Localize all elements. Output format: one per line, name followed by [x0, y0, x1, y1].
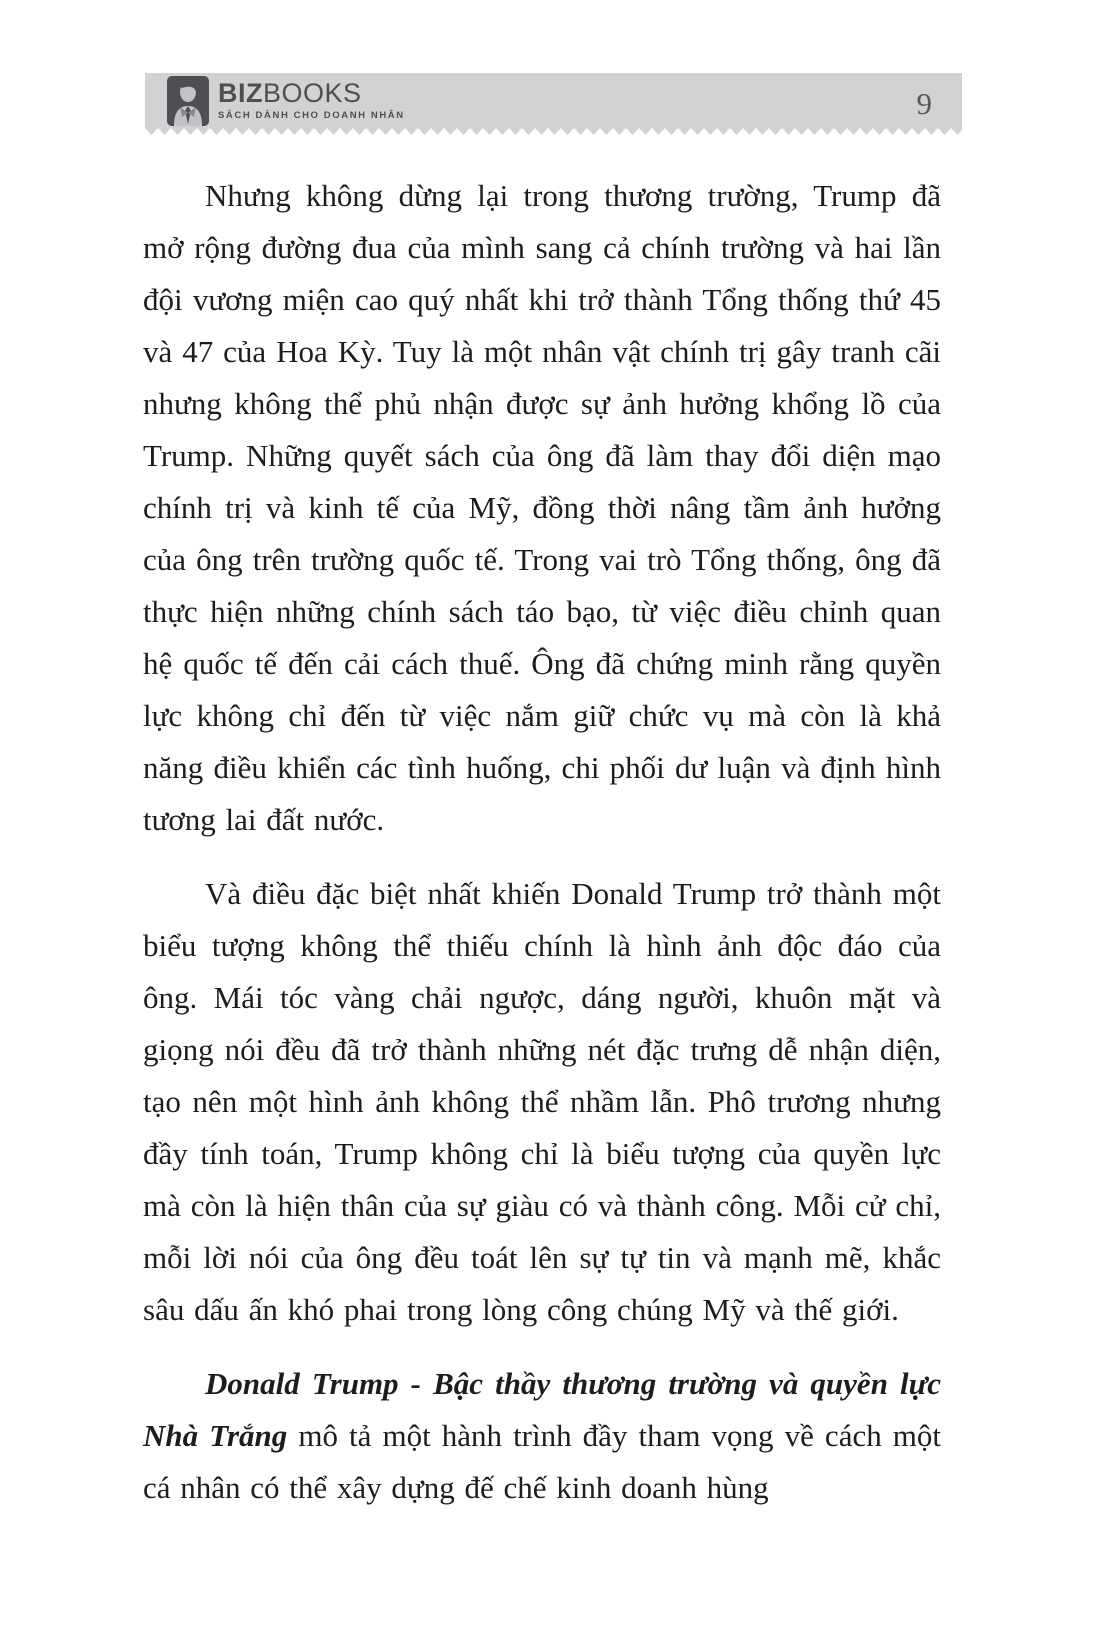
- businessman-portrait-icon: [167, 76, 209, 126]
- header-band: [145, 73, 962, 128]
- brand-name: [218, 80, 405, 107]
- book-title: Donald Trump - Bậc thầy thương trường và quyền lực Nhà Trắng: [143, 1366, 941, 1453]
- paragraph-1: Nhưng không dừng lại trong thương trường, Trump đã mở rộng đường đua của mình sang cả chính trường và hai lần đội vương miện cao quý nhất khi trở thành Tổng thống thứ 45 và 47 của Hoa Kỳ. Tuy là một nhân vật chính trị gây tranh cãi nhưng không thể phủ nhận được sự ảnh hưởng khổng lồ của Trump. Những quyết sách của ông đã làm thay đổi diện mạo chính trị và kinh tế của Mỹ, đồng thời nâng tầm ảnh hưởng của ông trên trường quốc tế. Trong vai trò Tổng thống, ông đã thực hiện những chính sách táo bạo, từ việc điều chỉnh quan hệ quốc tế đến cải cách thuế. Ông đã chứng minh rằng quyền lực không chỉ đến từ việc nắm giữ chức vụ mà còn là khả năng điều khiển các tình huống, chi phối dư luận và định hình tương lai đất nước.: [143, 178, 941, 837]
- brand-tagline: SÁCH DÀNH CHO DOANH NHÂN: [218, 110, 405, 122]
- brand-books: BOOKS: [263, 78, 362, 109]
- bizbooks-logo: [167, 76, 405, 126]
- paragraph-2: Và điều đặc biệt nhất khiến Donald Trump trở thành một biểu tượng không thể thiếu chính là hình ảnh độc đáo của ông. Mái tóc vàng chải ngược, dáng người, khuôn mặt và giọng nói đều đã trở thành những nét đặc trưng dễ nhận diện, tạo nên một hình ảnh không thể nhầm lẫn. Phô trương nhưng đầy tính toán, Trump không chỉ là biểu tượng của quyền lực mà còn là hiện thân của sự giàu có và thành công. Mỗi cử chỉ, mỗi lời nói của ông đều toát lên sự tự tin và mạnh mẽ, khắc sâu dấu ấn khó phai trong lòng công chúng Mỹ và thế giới.: [143, 876, 941, 1327]
- band-perforation-edge: [145, 128, 962, 136]
- paragraph-3-text: mô tả một hành trình đầy tham vọng về cách một cá nhân có thể xây dựng đế chế kinh doanh hùng: [143, 1418, 941, 1505]
- logo-text: [218, 80, 405, 121]
- paragraph-3: [143, 1358, 941, 1514]
- page-number: 9: [916, 86, 932, 121]
- page-body: [143, 170, 941, 1536]
- brand-biz: BIZ: [218, 78, 263, 109]
